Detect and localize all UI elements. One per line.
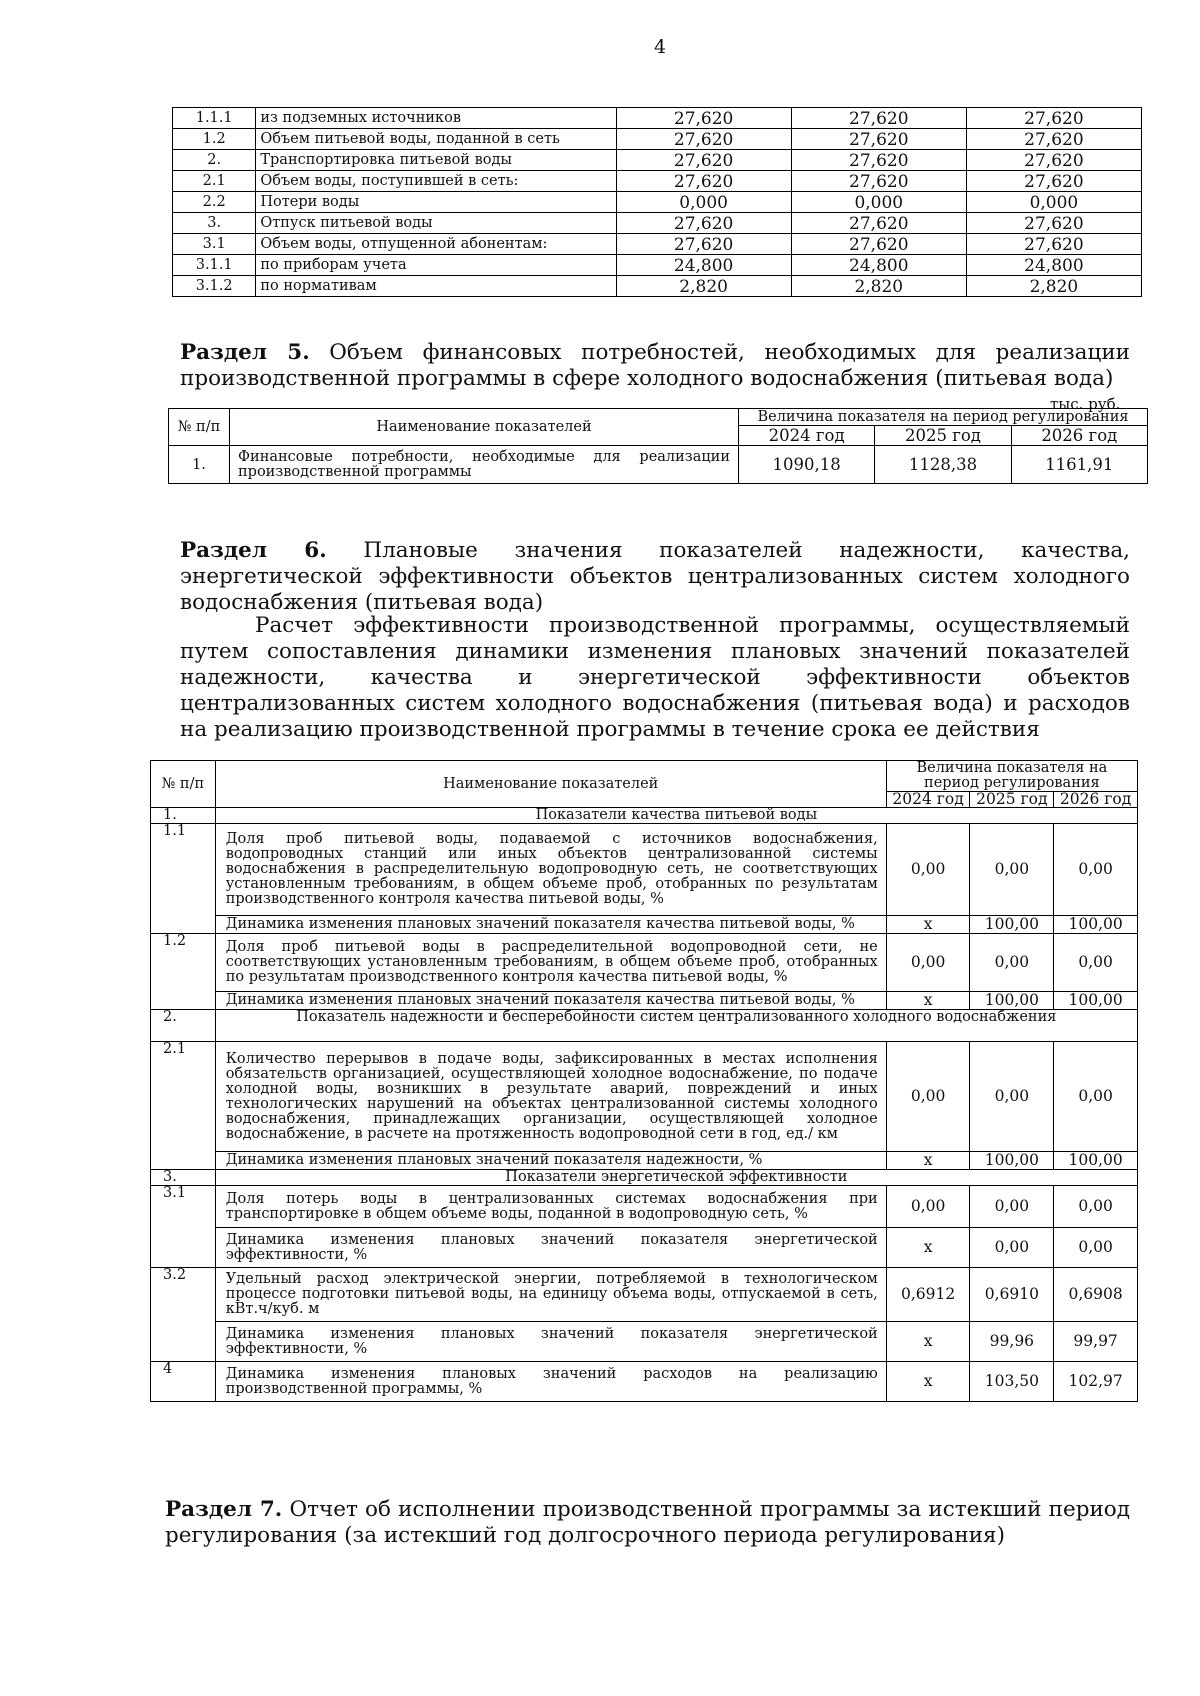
value-2024: 27,620 [616, 129, 791, 150]
value-2026: 100,00 [1054, 992, 1138, 1010]
group-title: Показатели энергетической эффективности [215, 1170, 1137, 1186]
value-2025: 0,00 [970, 934, 1054, 992]
value-2026: 27,620 [966, 150, 1141, 171]
value-2024: 27,620 [616, 150, 791, 171]
volume-table [172, 107, 1142, 297]
row-name: Доля проб питьевой воды, подаваемой с источников водоснабжения, водопроводных станций или иных объектов централизованной системы водоснабжения в распределительную водопроводную сеть, не соответствующих установленным требованиям, в общем объеме проб, отобранных по результатам производственного контроля качества питьевой воды, % [215, 824, 886, 916]
page-number: 4 [653, 36, 667, 58]
table-row [173, 234, 1142, 255]
year-header: 2025 год [875, 426, 1011, 446]
value-2024: 27,620 [616, 213, 791, 234]
value-2024: х [886, 1362, 970, 1402]
group-title: Показатели качества питьевой воды [215, 808, 1137, 824]
row-name: Динамика изменения плановых значений показателя надежности, % [215, 1152, 886, 1170]
value-2026: 27,620 [966, 108, 1141, 129]
section7-heading: Раздел 7. Отчет об исполнении производственной программы за истекший период регулирования (за истекший год долгосрочного периода регулирования) [165, 1497, 1130, 1548]
value-2026: 100,00 [1054, 1152, 1138, 1170]
row-num: 1.2 [173, 129, 256, 150]
unit-label: тыс. руб. [1050, 395, 1121, 413]
col-value-header: Величина показателя на период регулирования [886, 761, 1137, 792]
col-value-header: Величина показателя на период регулирования [739, 409, 1148, 426]
value-2025: 0,000 [791, 192, 966, 213]
row-num: 2.1 [173, 171, 256, 192]
value-2024: 1090,18 [739, 446, 875, 484]
group-title: Показатель надежности и бесперебойности систем централизованного холодного водоснабжения [215, 1010, 1137, 1042]
row-num: 3.1.2 [173, 276, 256, 297]
row-num: 3.1.1 [173, 255, 256, 276]
value-2026: 100,00 [1054, 916, 1138, 934]
col-num-header: № п/п [169, 409, 230, 446]
value-2026: 24,800 [966, 255, 1141, 276]
value-2025: 0,6910 [970, 1268, 1054, 1322]
group-num: 2. [151, 1010, 216, 1042]
table-row [173, 192, 1142, 213]
value-2024: х [886, 1322, 970, 1362]
table-row [173, 171, 1142, 192]
row-name: из подземных источников [256, 108, 616, 129]
row-num: 2.2 [173, 192, 256, 213]
row-name: Динамика изменения плановых значений расходов на реализацию производственной программы, % [215, 1362, 886, 1402]
value-2025: 27,620 [791, 171, 966, 192]
value-2026: 102,97 [1054, 1362, 1138, 1402]
value-2025: 100,00 [970, 1152, 1054, 1170]
row-name: Динамика изменения плановых значений показателя энергетической эффективности, % [215, 1228, 886, 1268]
value-2025: 0,00 [970, 1186, 1054, 1228]
col-name-header: Наименование показателей [215, 761, 886, 808]
value-2026: 99,97 [1054, 1322, 1138, 1362]
value-2024: 27,620 [616, 171, 791, 192]
value-2026: 1161,91 [1011, 446, 1147, 484]
row-num: 3.1 [151, 1186, 216, 1268]
value-2025: 100,00 [970, 992, 1054, 1010]
row-num: 1.1 [151, 824, 216, 934]
value-2025: 2,820 [791, 276, 966, 297]
value-2026: 0,000 [966, 192, 1141, 213]
value-2024: 0,000 [616, 192, 791, 213]
value-2024: 0,00 [886, 824, 970, 916]
value-2025: 0,00 [970, 824, 1054, 916]
value-2024: х [886, 1152, 970, 1170]
row-num: 3.1 [173, 234, 256, 255]
value-2024: х [886, 1228, 970, 1268]
row-num: 1. [169, 446, 230, 484]
row-name: Динамика изменения плановых значений показателя качества питьевой воды, % [215, 916, 886, 934]
value-2025: 24,800 [791, 255, 966, 276]
year-header: 2026 год [1054, 792, 1138, 808]
value-2025: 103,50 [970, 1362, 1054, 1402]
value-2024: х [886, 916, 970, 934]
group-num: 1. [151, 808, 216, 824]
finance-table [168, 408, 1148, 484]
row-name: Динамика изменения плановых значений показателя качества питьевой воды, % [215, 992, 886, 1010]
year-header: 2024 год [886, 792, 970, 808]
section5-heading: Раздел 5. Объем финансовых потребностей, необходимых для реализации производственной программы в сфере холодного водоснабжения (питьевая вода) [180, 340, 1130, 391]
calc-paragraph: Расчет эффективности производственной программы, осуществляемый путем сопоставления динамики изменения плановых значений показателей надежности, качества и энергетической эффективности объектов централизованных систем холодного водоснабжения (питьевая вода) и расходов на реализацию производственной программы в течение срока ее действия [180, 613, 1130, 742]
row-name: Доля потерь воды в централизованных системах водоснабжения при транспортировке в общем объеме воды, поданной в водопроводную сеть, % [215, 1186, 886, 1228]
row-num: 3.2 [151, 1268, 216, 1362]
row-name: Удельный расход электрической энергии, потребляемой в технологическом процессе подготовки питьевой воды, на единицу объема воды, отпускаемой в сеть, кВт.ч/куб. м [215, 1268, 886, 1322]
table-row [173, 150, 1142, 171]
value-2026: 0,00 [1054, 1186, 1138, 1228]
value-2025: 27,620 [791, 234, 966, 255]
row-name: по нормативам [256, 276, 616, 297]
value-2026: 0,00 [1054, 1042, 1138, 1152]
value-2025: 1128,38 [875, 446, 1011, 484]
table-row [173, 255, 1142, 276]
row-num: 1.1.1 [173, 108, 256, 129]
row-num: 2. [173, 150, 256, 171]
row-name: Динамика изменения плановых значений показателя энергетической эффективности, % [215, 1322, 886, 1362]
row-name: Объем питьевой воды, поданной в сеть [256, 129, 616, 150]
row-name: Количество перерывов в подаче воды, зафиксированных в местах исполнения обязательств организацией, осуществляющей холодное водоснабжение, по подаче холодной воды, возникших в результате аварий, повреждений и иных технологических нарушений на объектах централизованной системы холодного водоснабжения, принадлежащих организации, осуществляющей холодное водоснабжение, в расчете на протяженность водопроводной сети в год, ед./ км [215, 1042, 886, 1152]
table-row [173, 276, 1142, 297]
row-name: Доля проб питьевой воды в распределительной водопроводной сети, не соответствующих установленным требованиям, в общем объеме проб, отобранных по результатам производственного контроля качества питьевой воды, % [215, 934, 886, 992]
value-2025: 0,00 [970, 1228, 1054, 1268]
value-2025: 27,620 [791, 213, 966, 234]
value-2024: 0,6912 [886, 1268, 970, 1322]
col-num-header: № п/п [151, 761, 216, 808]
row-name: Объем воды, поступившей в сеть: [256, 171, 616, 192]
value-2026: 0,6908 [1054, 1268, 1138, 1322]
indicators-table [150, 760, 1138, 1402]
row-num: 4 [151, 1362, 216, 1402]
value-2026: 0,00 [1054, 824, 1138, 916]
table-row [173, 129, 1142, 150]
value-2024: 0,00 [886, 1186, 970, 1228]
value-2024: х [886, 992, 970, 1010]
row-name: Транспортировка питьевой воды [256, 150, 616, 171]
value-2025: 0,00 [970, 1042, 1054, 1152]
row-name: Отпуск питьевой воды [256, 213, 616, 234]
value-2026: 27,620 [966, 234, 1141, 255]
row-name: Финансовые потребности, необходимые для реализации производственной программы [230, 446, 739, 484]
row-num: 2.1 [151, 1042, 216, 1170]
table-row [173, 213, 1142, 234]
value-2025: 27,620 [791, 108, 966, 129]
year-header: 2024 год [739, 426, 875, 446]
value-2024: 0,00 [886, 1042, 970, 1152]
row-name: Объем воды, отпущенной абонентам: [256, 234, 616, 255]
value-2026: 27,620 [966, 171, 1141, 192]
row-num: 1.2 [151, 934, 216, 1010]
group-num: 3. [151, 1170, 216, 1186]
row-name: по приборам учета [256, 255, 616, 276]
value-2025: 100,00 [970, 916, 1054, 934]
value-2026: 27,620 [966, 213, 1141, 234]
section6-heading: Раздел 6. Плановые значения показателей надежности, качества, энергетической эффективности объектов централизованных систем холодного водоснабжения (питьевая вода) [180, 538, 1130, 615]
value-2024: 2,820 [616, 276, 791, 297]
value-2024: 24,800 [616, 255, 791, 276]
year-header: 2025 год [970, 792, 1054, 808]
year-header: 2026 год [1011, 426, 1147, 446]
row-num: 3. [173, 213, 256, 234]
value-2024: 27,620 [616, 108, 791, 129]
value-2026: 0,00 [1054, 1228, 1138, 1268]
value-2026: 0,00 [1054, 934, 1138, 992]
value-2025: 27,620 [791, 150, 966, 171]
value-2026: 27,620 [966, 129, 1141, 150]
value-2024: 0,00 [886, 934, 970, 992]
col-name-header: Наименование показателей [230, 409, 739, 446]
value-2025: 27,620 [791, 129, 966, 150]
value-2025: 99,96 [970, 1322, 1054, 1362]
table-row [173, 108, 1142, 129]
row-name: Потери воды [256, 192, 616, 213]
value-2026: 2,820 [966, 276, 1141, 297]
value-2024: 27,620 [616, 234, 791, 255]
